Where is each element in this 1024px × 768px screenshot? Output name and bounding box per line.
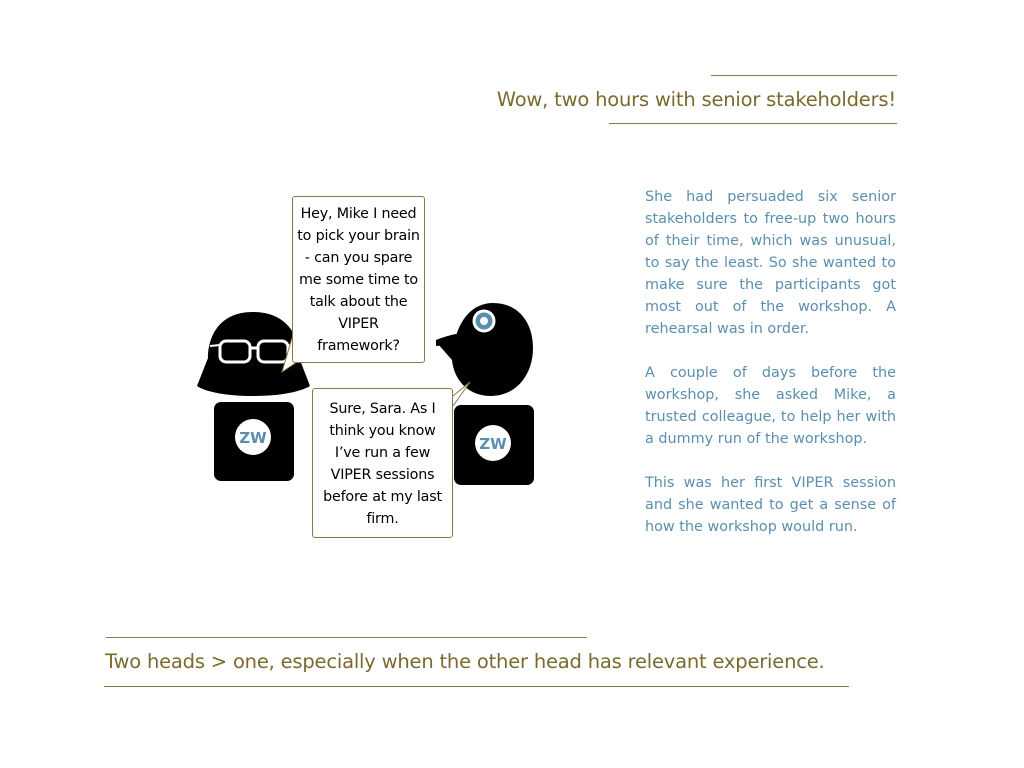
- sara-speech-bubble: Hey, Mike I need to pick your brain - can you spare me some time to talk about the VIPER framework?: [292, 196, 425, 363]
- sara-badge-text: ZW: [239, 429, 267, 447]
- mike-badge-text: ZW: [479, 435, 507, 453]
- narrative-text: [645, 186, 896, 560]
- cap-logo-icon: [474, 311, 494, 331]
- narrative-paragraph: A couple of days before the workshop, she asked Mike, a trusted colleague, to help her with a dummy run of the workshop.: [645, 365, 896, 447]
- mike-speech-bubble: Sure, Sara. As I think you know I’ve run a few VIPER sessions before at my last firm.: [312, 388, 453, 538]
- footer-rule-bottom: [104, 686, 849, 687]
- narrative-paragraph: She had persuaded six senior stakeholders to free-up two hours of their time, which was unusual, to say the least. So she wanted to make sure the participants got most out of the workshop. A rehearsal was in order.: [645, 189, 896, 337]
- footer-caption: Two heads > one, especially when the other head has relevant experience.: [105, 650, 825, 673]
- footer-rule-top: [106, 637, 587, 638]
- mike-bubble-tail: [453, 382, 470, 406]
- page-title: Wow, two hours with senior stakeholders!: [496, 88, 896, 111]
- narrative-paragraph: This was her first VIPER session and she wanted to get a sense of how the workshop would run.: [645, 475, 896, 535]
